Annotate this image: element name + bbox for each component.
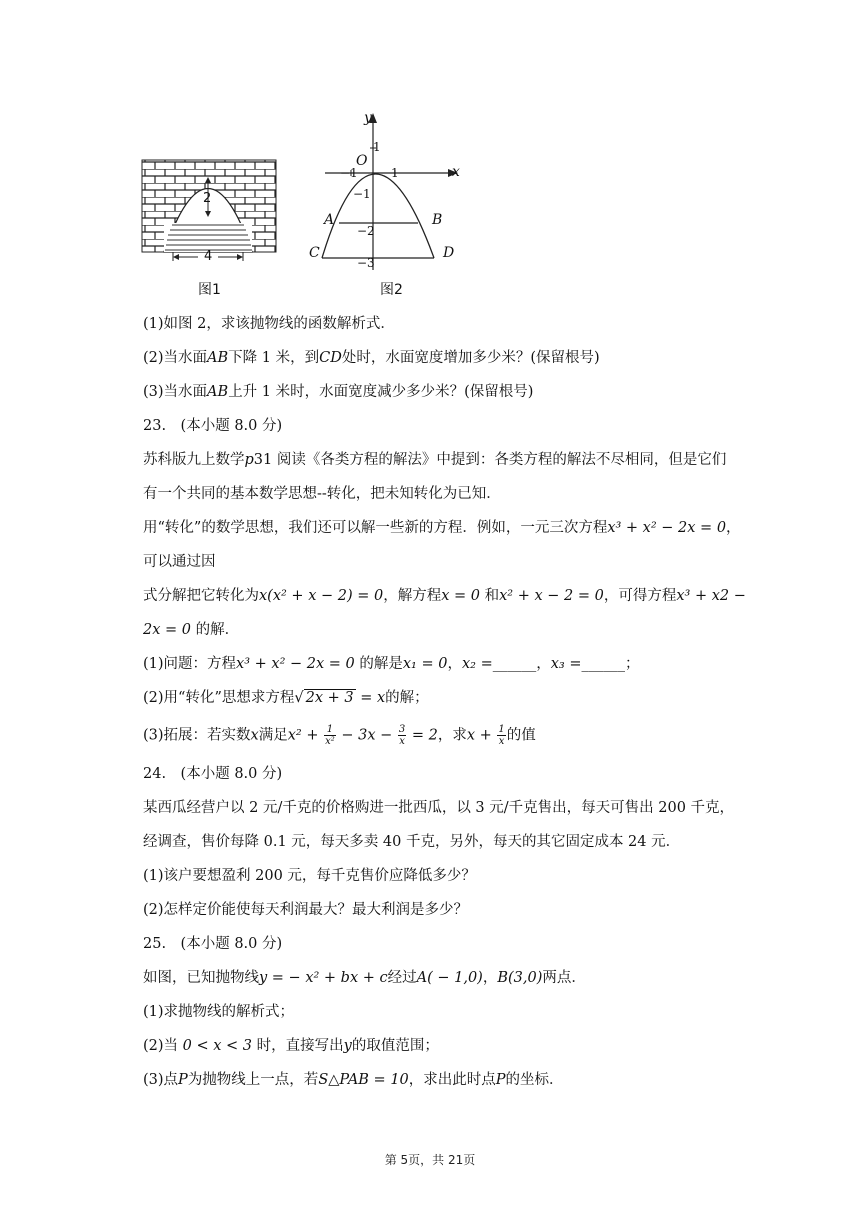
q25-intro-point-a: A( − 1,0): [416, 970, 483, 986]
q25-p3-area: S△PAB = 10: [318, 1072, 409, 1088]
q23-p1-x1: x₁ = 0: [402, 656, 448, 672]
q25-p3-a: (3)点: [143, 1072, 179, 1088]
q23-p1-blank-x3[interactable]: ______: [581, 656, 625, 672]
q23-p1-e: ；: [624, 656, 640, 672]
q25-intro-b: 经过: [387, 970, 417, 986]
figure-1-height-label: 2: [203, 191, 212, 206]
q25-part-3: [143, 1070, 564, 1090]
q23-intro-line-2: 有一个共同的基本数学思想--转化，把未知转化为已知．: [143, 486, 501, 502]
q23-p3-c: ，求: [437, 727, 467, 744]
q23-intro-line-1: [143, 450, 726, 470]
q25-p3-b: 为抛物线上一点，若: [187, 1072, 319, 1088]
q23-intro5-d: ，可得方程: [603, 588, 677, 604]
q23-intro-line-5: [143, 586, 746, 606]
q23-p1-b: 的解是: [354, 656, 403, 672]
q22-part-2: [143, 348, 600, 368]
q23-intro5-eq1: x(x² + x − 2) = 0: [259, 588, 384, 604]
q23-p3-t3: = 2: [407, 727, 438, 744]
q23-intro5-c: 和: [480, 588, 500, 604]
q22-p2-text-a: (2)当水面: [143, 350, 208, 366]
q23-intro6-eq: 2x = 0: [143, 622, 191, 638]
q22-p3-text-a: (3)当水面: [143, 384, 208, 400]
q23-part-2: [143, 688, 429, 708]
q23-p1-x3: x₃ =: [550, 656, 582, 672]
q23-p2-a: (2)用“转化”思想求方程: [143, 690, 295, 706]
q23-intro3-eq: x³ + x² − 2x = 0: [607, 520, 727, 536]
figure-2-caption: 图2: [380, 282, 403, 298]
frac-1-den: x²: [325, 736, 335, 747]
figure-2-point-c: C: [309, 245, 320, 261]
q23-intro6-b: 的解．: [191, 622, 240, 638]
q22-p2-text-b: 下降 1 米，到: [228, 350, 320, 366]
q23-p3-frac-1: [324, 724, 336, 747]
q23-p1-x2: x₂ =: [461, 656, 493, 672]
q23-p2-eq: = x: [355, 690, 386, 706]
q25-part-2: [143, 1036, 439, 1056]
q22-p2-cd: CD: [319, 350, 342, 366]
q22-p3-text-b: 上升 1 米时，水面宽度减少多少米？(保留根号): [228, 384, 534, 400]
q25-intro-point-b: B(3,0): [497, 970, 543, 986]
q23-intro1-p: p: [244, 452, 254, 468]
q25-intro-c: ，: [482, 970, 498, 986]
q22-p3-ab: AB: [207, 384, 229, 400]
q24-header: 24. (本小题 8.0 分): [143, 766, 283, 782]
q25-intro: [143, 968, 586, 988]
q25-header: 25. (本小题 8.0 分): [143, 936, 283, 952]
figure-2-tick-x-1: 1: [391, 166, 399, 180]
q25-p3-c: ，求出此时点: [408, 1072, 496, 1088]
sqrt-icon: √: [294, 690, 304, 706]
q23-p3-a: (3)拓展：若实数: [143, 727, 251, 744]
frac-1-num: 1: [324, 724, 336, 736]
q23-p3-frac-2: [398, 724, 406, 747]
q25-intro-eq: y = − x² + bx + c: [259, 970, 388, 986]
q24-line-2: 经调查，售价每降 0.1 元，每天多卖 40 千克，另外，每天的其它固定成本 24 元．: [143, 834, 681, 850]
q24-line-1: 某西瓜经营户以 2 元/千克的价格购进一批西瓜，以 3 元/千克售出，每天可售出 200 千克，: [143, 800, 735, 816]
q23-intro5-eq4: x³ + x2 −: [676, 588, 746, 604]
q23-p1-a: (1)问题：方程: [143, 656, 237, 672]
q25-part-1: (1)求抛物线的解析式；: [143, 1004, 295, 1020]
figure-2-origin-label: O: [356, 153, 368, 169]
q23-intro3-b: ，: [726, 520, 741, 536]
q23-p1-blank-x2[interactable]: ______: [492, 656, 537, 672]
q23-part-3: [143, 724, 536, 747]
q23-intro3-a: 用“转化”的数学思想，我们还可以解一些新的方程．例如，一元三次方程: [143, 520, 608, 536]
q23-intro5-eq3: x² + x − 2 = 0: [499, 588, 604, 604]
q25-p2-b: 时，直接写出: [252, 1038, 344, 1054]
figure-2-point-b: B: [432, 212, 443, 228]
q25-intro-a: 如图，已知抛物线: [143, 970, 259, 986]
figure-2-tick-y-neg1: −1: [353, 187, 371, 201]
figure-1-caption: 图1: [198, 282, 221, 298]
frac-3-den: x: [498, 736, 505, 747]
q23-p3-t2: − 3x −: [336, 727, 397, 744]
q23-intro5-b: ，解方程: [383, 588, 442, 604]
q23-intro1-b: 31 阅读《各类方程的解法》中提到：各类方程的解法不尽相同，但是它们: [253, 452, 727, 468]
q25-p2-y: y: [343, 1038, 352, 1054]
q23-intro1-a: 苏科版九上数学: [143, 452, 245, 468]
q22-p2-text-c: 处时，水面宽度增加多少米？(保留根号): [341, 350, 600, 366]
q23-intro5-eq2: x = 0: [441, 588, 480, 604]
q23-p1-d: ，: [536, 656, 551, 672]
q22-part-3: [143, 382, 533, 402]
q25-p2-a: (2)当: [143, 1038, 183, 1054]
figure-2-point-a: A: [324, 212, 335, 228]
q23-p3-d: 的值: [506, 727, 536, 744]
frac-3-num: 1: [498, 724, 505, 735]
q25-p2-c: 的取值范围；: [351, 1038, 439, 1054]
q22-p2-ab: AB: [207, 350, 229, 366]
q23-header: 23. (本小题 8.0 分): [143, 418, 283, 434]
q25-intro-d: 两点．: [542, 970, 586, 986]
q25-p3-d: 的坐标．: [505, 1072, 564, 1088]
q23-intro-line-3: [143, 518, 741, 538]
q23-p1-c: ，: [447, 656, 462, 672]
q23-p2-b: 的解；: [385, 690, 429, 706]
q22-part-1: (1)如图 2，求该抛物线的函数解析式．: [143, 316, 395, 332]
q24-part-2: (2)怎样定价能使每天利润最大？最大利润是多少？: [143, 902, 469, 918]
q25-p2-ineq: 0 < x < 3: [182, 1038, 253, 1054]
frac-2-num: 3: [398, 724, 406, 735]
q23-p3-t4: x +: [466, 727, 497, 744]
q23-p3-x: x: [250, 727, 259, 744]
q25-p3-p2: P: [495, 1072, 506, 1088]
figure-2-point-d: D: [443, 245, 455, 261]
figure-2-tick-y-neg2: −2: [357, 224, 375, 238]
q23-intro5-a: 式分解把它转化为: [143, 588, 259, 604]
q24-part-1: (1)该户要想盈利 200 元，每千克售价应降低多少？: [143, 868, 476, 884]
frac-2-den: x: [399, 736, 405, 747]
q23-p2-radicand: 2x + 3: [305, 690, 354, 706]
q25-p3-p: P: [178, 1072, 188, 1088]
q23-part-1: [143, 654, 639, 674]
q23-intro-line-4: 可以通过因: [143, 554, 216, 570]
q23-p1-eq: x³ + x² − 2x = 0: [236, 656, 355, 672]
q23-intro-line-6: [143, 620, 239, 640]
figure-2-x-axis-label: x: [452, 164, 460, 180]
page-footer: 第 5页，共 21页: [384, 1153, 476, 1167]
q23-p3-t1: x² +: [287, 727, 324, 744]
figure-2-tick-x-neg1: −1: [340, 166, 358, 180]
q23-p3-frac-3: [497, 724, 505, 747]
q23-p3-b: 满足: [258, 727, 288, 744]
figure-2-tick-y-neg3: −3: [357, 256, 375, 270]
figure-2-y-axis-label: y: [364, 110, 372, 126]
figure-1-width-label: 4: [204, 249, 213, 264]
figure-2-tick-y-1: 1: [373, 140, 381, 154]
